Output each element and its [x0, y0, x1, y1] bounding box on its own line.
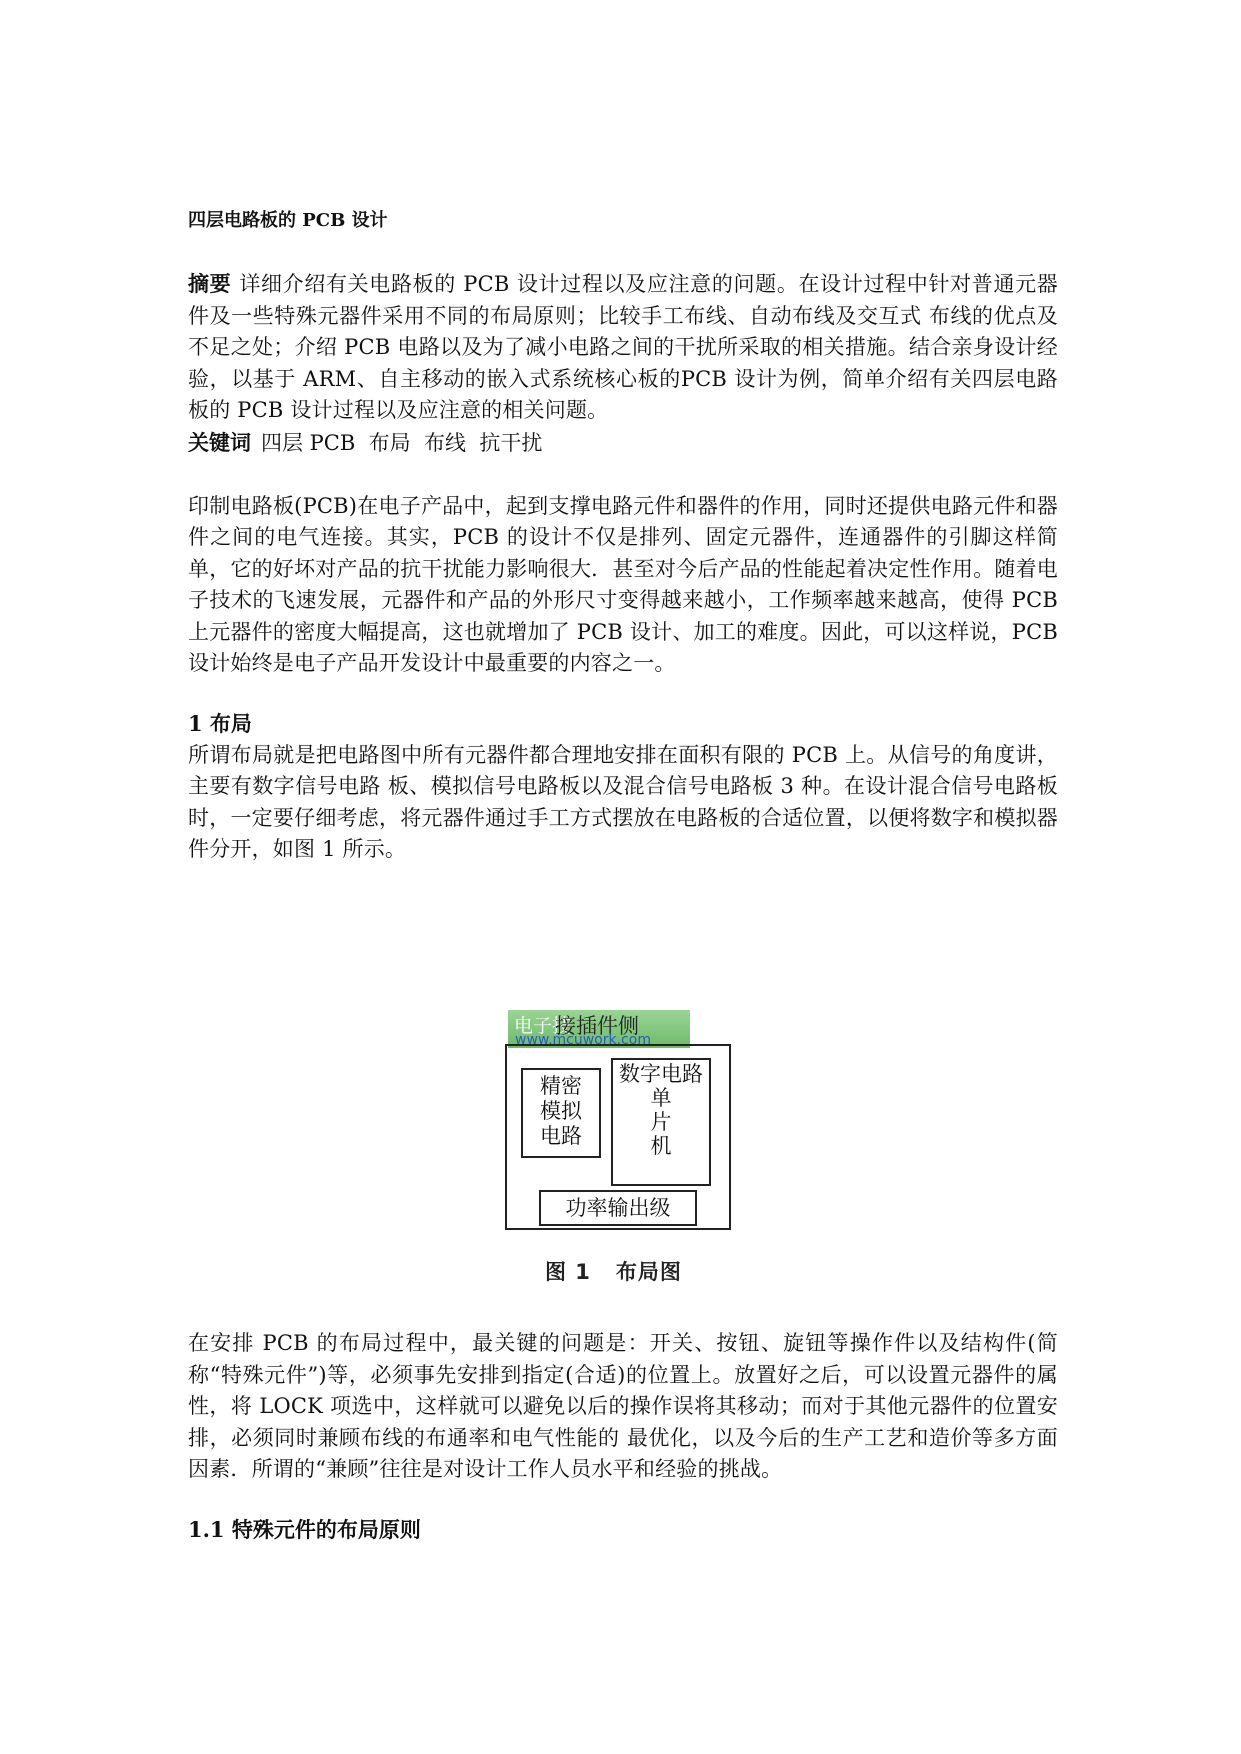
analog-line: 精密 [540, 1074, 582, 1098]
section-1-paragraph: 所谓布局就是把电路图中所有元器件都合理地安排在面积有限的 PCB 上。从信号的角度讲，主要有数字信号电路 板、模拟信号电路板以及混合信号电路板 3 种。在设计混合信号电路板时，一定要仔细考虑，将元器件通过手工方式摆放在电路板的合适位置，以便将数字和模拟器 件分开，如图 1 所示。 [188, 742, 1058, 861]
section-heading-1-1: 1.1 特殊元件的布局原则 [188, 1516, 421, 1542]
digital-line: 机 [650, 1134, 672, 1158]
figure-caption: 图 1 布局图 [545, 1260, 682, 1284]
section-1-continued-paragraph: 在安排 PCB 的布局过程中，最关键的问题是：开关、按钮、旋钮等操作件以及结构件(简称“特殊元件”)等，必须事先安排到指定(合适)的位置上。放置好之后，可以设置元器件的属性，将 LOCK 项选中，这样就可以避免以后的操作误将其移动；而对于其他元器件的位置安排，必须同时兼顾布线的布通率和电气性能的 最优化，以及今后的生产工艺和造价等多方面因素．所谓的“兼顾”往往是对设计工作人员水平和经验的挑战。 [188, 1331, 1058, 1481]
connector-side-label: 接插件侧 [555, 1014, 639, 1038]
analog-circuit-box [521, 1068, 601, 1158]
watermark-text: 电子技 [514, 1015, 572, 1037]
spacer [188, 459, 1058, 491]
keywords-label: 关键词 [188, 429, 251, 455]
digital-line: 数字电路 [619, 1062, 703, 1086]
spacer [188, 680, 1058, 708]
abstract-label: 摘要 [188, 271, 232, 296]
document-title: 四层电路板的 PCB 设计 [188, 210, 388, 231]
keywords-line [188, 427, 1058, 459]
layout-figure [505, 1010, 745, 1290]
board-outline [505, 1044, 731, 1230]
intro-paragraph: 印制电路板(PCB)在电子产品中，起到支撑电路元件和器件的作用，同时还提供电路元件和器件之间的电气连接。其实，PCB 的设计不仅是排列、固定元器件，连通器件的引脚这样简单，它的好坏对产品的抗干扰能力影响很大．甚至对今后产品的性能起着决定性作用。随着电子技术的飞速发展，元器件和产品的外形尺寸变得越来越小，工作频率越来越高，使得 PCB 上元器件的密度大幅提高，这也就增加了 PCB 设计、加工的难度。因此，可以这样说，PCB 设计始终是电子产品开发设计中最重要的内容之一。 [188, 493, 1058, 675]
abstract-text: 详细介绍有关电路板的 PCB 设计过程以及应注意的问题。在设计过程中针对普通元器件及一些特殊元器件采用不同的布局原则；比较手工布线、自动布线及交互式 布线的优点及不足之处；介绍 PCB 电路以及为了减小电路之间的干扰所采取的相关措施。结合亲身设计经验，以基于 ARM、自主移动的嵌入式系统核心板的PCB 设计为例，简单介绍有关四层电路板的 PCB 设计过程以及应注意的相关问题。 [188, 272, 1058, 422]
keywords-text: 四层 PCB 布局 布线 抗干扰 [261, 430, 543, 455]
analog-line: 模拟 [540, 1099, 582, 1123]
power-output-box: 功率输出级 [539, 1190, 697, 1226]
digital-line: 单 [650, 1086, 672, 1110]
digital-line: 片 [650, 1110, 672, 1134]
analog-line: 电路 [540, 1124, 582, 1148]
document-body-continued [188, 1328, 1058, 1546]
section-heading-1: 1 布局 [188, 710, 252, 736]
spacer [188, 1486, 1058, 1514]
abstract-paragraph [188, 268, 1058, 427]
watermark-url: www.mcuwork.com [515, 1032, 651, 1048]
document-body [188, 208, 1058, 866]
digital-circuit-box [611, 1058, 711, 1186]
